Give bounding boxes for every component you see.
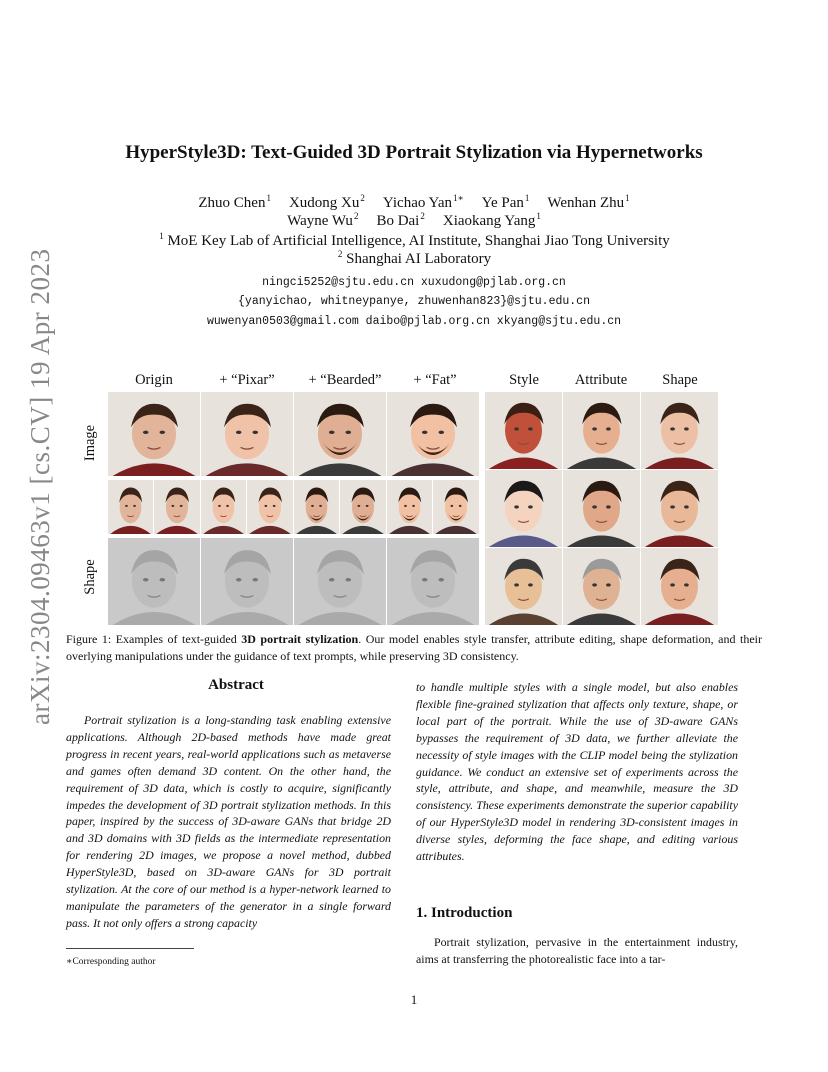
- caption-rest: . Our model enables style transfer, attribute editing, shape deformation, and their overlying manipulations under the guidance of text prompts, while preserving 3D consistency.: [66, 632, 762, 663]
- footnote: ∗Corresponding author: [66, 957, 156, 967]
- author-name: Wayne Wu$^2$: [287, 211, 359, 229]
- author-affiliation-sup: 1: [524, 193, 530, 203]
- portrait-side-view: [433, 480, 479, 534]
- portrait-image: [108, 392, 200, 476]
- stylized-portrait: [641, 470, 718, 547]
- affiliation-2-sup: 2: [337, 249, 343, 259]
- arxiv-identifier: arXiv:2304.09463v1 [cs.CV] 19 Apr 2023: [25, 248, 55, 725]
- stylized-portrait: [641, 548, 718, 625]
- abstract-column-2: [416, 679, 738, 865]
- author-name: Xudong Xu$^2$: [288, 193, 365, 211]
- author-name: Bo Dai$^2$: [376, 211, 425, 229]
- column-label-origin: Origin: [135, 372, 173, 388]
- email-line-2: {yanyichao, whitneypanye, zhuwenhan823}@sjtu.edu.cn: [238, 295, 590, 308]
- portrait-side-view: [201, 480, 246, 534]
- introduction-text: [416, 934, 738, 968]
- author-affiliation-sup: 2: [360, 193, 365, 203]
- portrait-side-view: [247, 480, 293, 534]
- caption-prefix: Figure 1: Examples of text-guided: [66, 632, 242, 646]
- abstract-paragraph-2: to handle multiple styles with a single model, but also enables flexible fine-grained stylization that affects only texture, shape, or local part of the portrait. While the use of 3D-aware GANs bypasses the requirement of 3D data, we further alleviate the necessity of style images with the CLIP model being the stylization guidance. We conduct an extensive set of experiments across the style, attribute, and shape, and meanwhile, measure the 3D consistency. These experiments demonstrate the superior capability of our HyperStyle3D model in rendering 3D-consistent images in diverse styles, deforming the face shape, and editing various attributes.: [416, 680, 738, 864]
- row-label-shape: Shape: [82, 559, 98, 595]
- abstract-heading: Abstract: [208, 677, 264, 693]
- author-affiliation-sup: 2: [420, 211, 425, 221]
- stylized-portrait: [563, 470, 640, 547]
- figure-left-image-grid: [108, 392, 478, 625]
- column-label-pixar: + “Pixar”: [219, 372, 275, 388]
- email-line-3: wuwenyan0503@gmail.com daibo@pjlab.org.cn xkyang@sjtu.edu.cn: [206, 315, 622, 328]
- shape-render: [201, 538, 293, 625]
- author-name: Zhuo Chen$^1$: [198, 193, 271, 211]
- shape-render: [387, 538, 479, 625]
- author-name: Wenhan Zhu$^1$: [547, 193, 630, 211]
- author-affiliation-sup: 2: [353, 211, 359, 221]
- author-name: Xiaokang Yang$^1$: [442, 211, 541, 229]
- email-line-1: ningci5252@sjtu.edu.cn xuxudong@pjlab.org.cn: [262, 276, 566, 289]
- column-label-fat: + “Fat”: [413, 372, 457, 388]
- author-affiliation-sup: 1: [625, 193, 630, 203]
- portrait-side-view: [108, 480, 153, 534]
- portrait-side-view: [294, 480, 339, 534]
- paper-title: HyperStyle3D: Text-Guided 3D Portrait Stylization via Hypernetworks: [125, 142, 703, 163]
- stylized-portrait: [485, 392, 562, 469]
- column-label-bearded: + “Bearded”: [308, 372, 382, 388]
- portrait-image: [294, 392, 386, 476]
- shape-render: [294, 538, 386, 625]
- introduction-paragraph: Portrait stylization, pervasive in the entertainment industry, aims at transferring the photorealistic face into a tar-: [416, 935, 738, 966]
- author-affiliation-sup: 1: [536, 211, 541, 221]
- author-affiliation-sup: 1∗: [453, 193, 464, 203]
- column-label-shape: Shape: [662, 372, 698, 388]
- portrait-side-view: [387, 480, 432, 534]
- portrait-side-view: [154, 480, 200, 534]
- stylized-portrait: [563, 548, 640, 625]
- portrait-image: [387, 392, 479, 476]
- author-name: Yichao Yan$^{1∗}$: [382, 193, 464, 211]
- abstract-paragraph-1: Portrait stylization is a long-standing task enabling extensive applications. Although 2D-based methods have made great progress in recent years, real-world applications such as metaverse and games often demand 3D content. On the other hand, the requirement of 3D data, which is costly to acquire, significantly impedes the development of 3D portrait stylization methods. In this paper, inspired by the success of 3D-aware GANs that bridge 2D and 3D domains with 3D fields as the intermediate representation for rendering 2D images, we propose a novel method, dubbed HyperStyle3D, based on 3D-aware GANs for 3D portrait stylization. At the core of our method is a hyper-network learned to manipulate the parameters of the generator in a single forward pass. It not only offers a strong capacity: [66, 713, 391, 930]
- portrait-image: [201, 392, 293, 476]
- footnote-rule: [66, 948, 194, 949]
- author-affiliation-sup: 1: [266, 193, 271, 203]
- shape-render: [108, 538, 200, 625]
- stylized-portrait: [485, 470, 562, 547]
- figure-right-image-grid: [485, 392, 719, 625]
- affiliation-1-text: MoE Key Lab of Artificial Intelligence, AI Institute, Shanghai Jiao Tong University: [167, 233, 670, 249]
- figure-caption: [66, 631, 762, 665]
- stylized-portrait: [641, 392, 718, 469]
- stylized-portrait: [563, 392, 640, 469]
- column-label-attribute: Attribute: [574, 372, 628, 388]
- abstract-column-1: [66, 712, 391, 932]
- affiliation-2-text: Shanghai AI Laboratory: [346, 251, 492, 267]
- stylized-portrait: [485, 548, 562, 625]
- page-number: 1: [410, 992, 418, 1007]
- caption-bold: 3D portrait stylization: [241, 632, 359, 646]
- author-name: Ye Pan$^1$: [481, 193, 530, 211]
- column-label-style: Style: [509, 372, 539, 388]
- row-label-image: Image: [82, 424, 98, 462]
- affiliation-1-sup: 1: [159, 231, 164, 241]
- portrait-side-view: [340, 480, 386, 534]
- introduction-heading: 1. Introduction: [416, 905, 513, 921]
